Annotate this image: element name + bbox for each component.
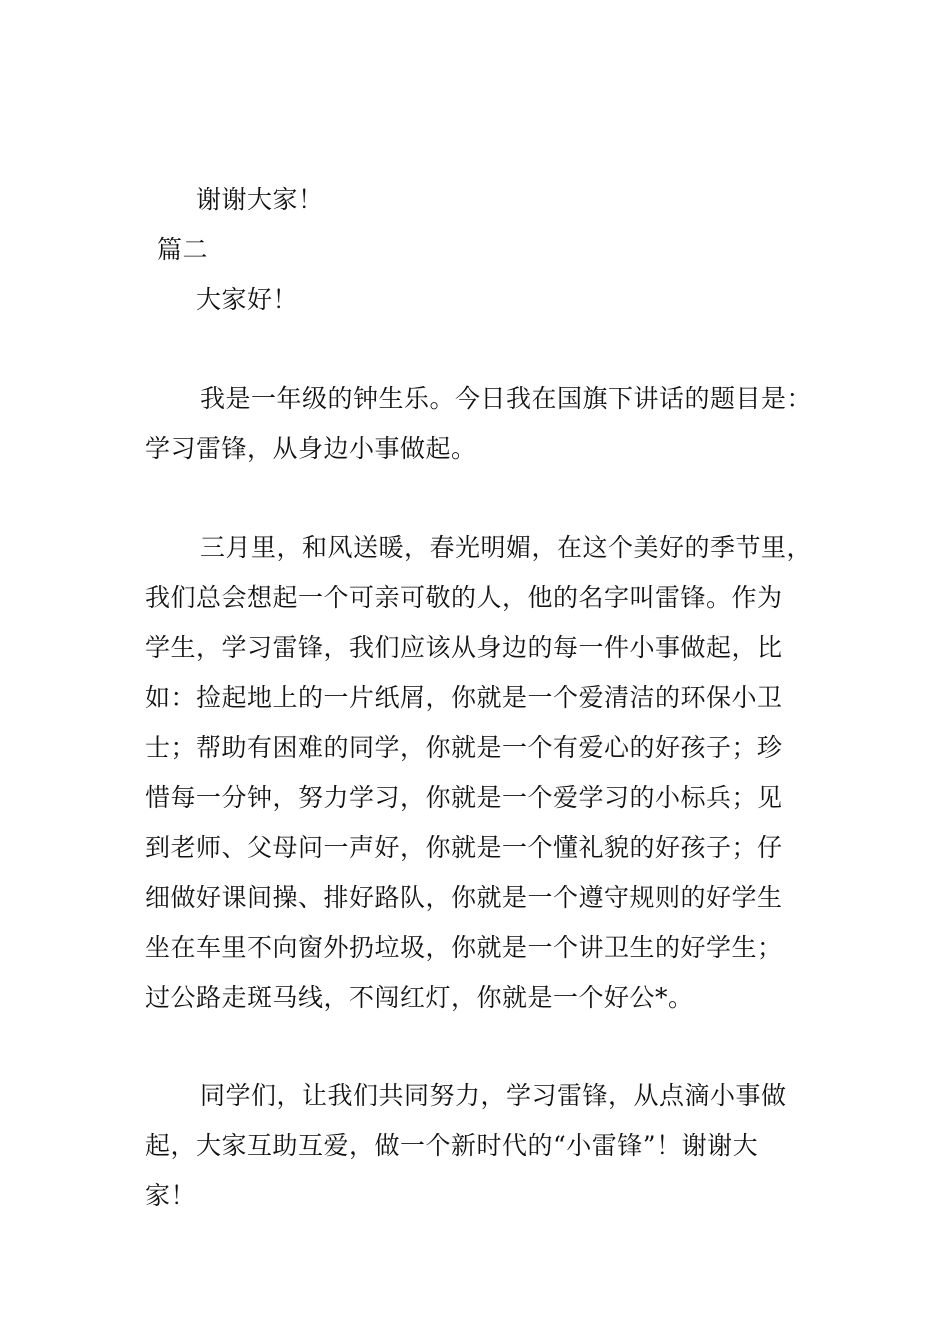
paragraph-line: 士；帮助有困难的同学，你就是一个有爱心的好孩子；珍 [145, 733, 783, 762]
paragraph-line: 我们总会想起一个可亲可敬的人，他的名字叫雷锋。作为 [145, 583, 783, 612]
paragraph-line: 坐在车里不向窗外扔垃圾，你就是一个讲卫生的好学生； [145, 933, 783, 962]
section-title: 篇二 [157, 235, 209, 264]
closing-thanks: 谢谢大家！ [196, 185, 324, 214]
paragraph-line: 学习雷锋，从身边小事做起。 [145, 434, 477, 463]
paragraph-line: 惜每一分钟，努力学习，你就是一个爱学习的小标兵；见 [145, 783, 783, 812]
paragraph-line: 学生，学习雷锋，我们应该从身边的每一件小事做起，比 [145, 633, 783, 662]
paragraph-line: 家！ [145, 1181, 197, 1210]
paragraph-line: 起，大家互助互爱，做一个新时代的“小雷锋”！谢谢大 [145, 1131, 759, 1160]
paragraph-line: 到老师、父母问一声好，你就是一个懂礼貌的好孩子；仔 [145, 833, 783, 862]
paragraph-line: 如：捡起地上的一片纸屑，你就是一个爱清洁的环保小卫 [145, 683, 783, 712]
greeting: 大家好！ [196, 285, 299, 314]
paragraph-line: 我是一年级的钟生乐。今日我在国旗下讲话的题目是： [200, 384, 813, 413]
paragraph-line: 同学们，让我们共同努力，学习雷锋，从点滴小事做 [200, 1081, 787, 1110]
paragraph-line: 三月里，和风送暖，春光明媚，在这个美好的季节里， [200, 533, 813, 562]
paragraph-line: 细做好课间操、排好路队，你就是一个遵守规则的好学生 [145, 883, 783, 912]
paragraph-line: 过公路走斑马线，不闯红灯，你就是一个好公*。 [145, 983, 694, 1012]
